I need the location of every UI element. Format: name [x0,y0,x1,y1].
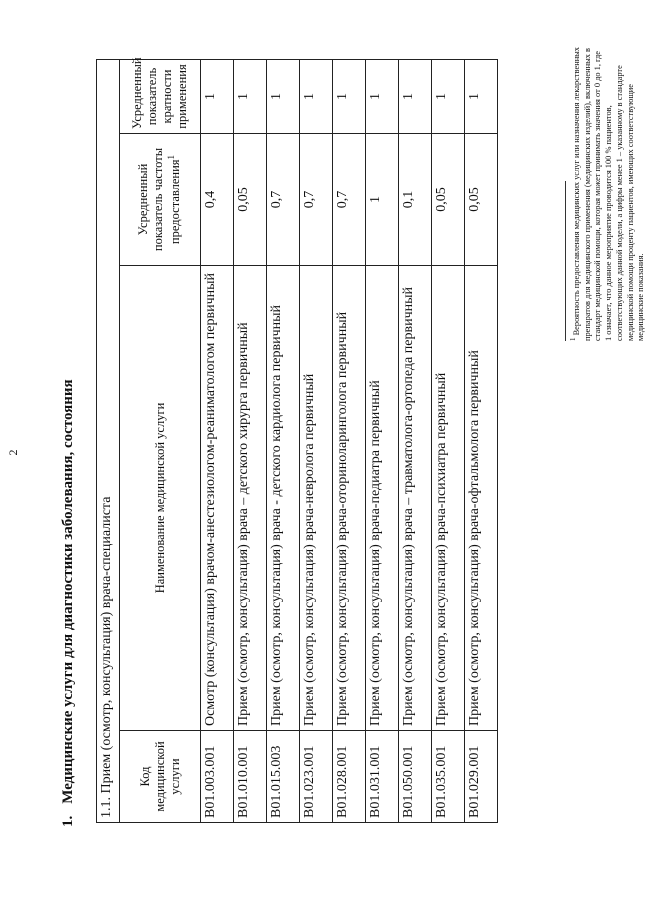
header-frequency-text: Усредненный показатель частоты предоставления [136,147,183,252]
frequency-value: 0,05 [432,134,465,266]
multiplicity-value: 1 [432,59,465,133]
table-row [234,59,267,822]
table-row [267,59,300,822]
table-row [300,59,333,822]
service-code: B01.010.001 [234,731,267,823]
table-row [399,59,432,822]
frequency-value: 0,4 [201,134,234,266]
multiplicity-value: 1 [267,59,300,133]
footnote-mark: 1 [569,337,577,341]
section-heading [60,379,77,827]
service-name: Прием (осмотр, консультация) врача-педиатра первичный [366,266,399,731]
service-name: Прием (осмотр, консультация) врача-офтальмолога первичный [465,266,498,731]
frequency-value: 0,7 [300,134,333,266]
multiplicity-value: 1 [465,59,498,133]
frequency-value: 0,05 [465,134,498,266]
service-code: B01.031.001 [366,731,399,823]
service-code: B01.050.001 [399,731,432,823]
header-code: Код медицинской услуги [120,731,201,823]
header-name: Наименование медицинской услуги [120,266,201,731]
subsection-row [97,59,120,822]
multiplicity-value: 1 [366,59,399,133]
footnote [569,46,647,341]
service-name: Осмотр (консультация) врачом-анестезиологом-реаниматологом первичный [201,266,234,731]
service-name: Прием (осмотр, консультация) врача - детского кардиолога первичный [267,266,300,731]
multiplicity-value: 1 [333,59,366,133]
service-name: Прием (осмотр, консультация) врача – детского хирурга первичный [234,266,267,731]
table-row [432,59,465,822]
footnote-text: Вероятность предоставления медицинских услуг или назначения лекарственных препаратов для медицинского применения (медицинских изделий), включенных в стандарт медицинской помощи, которая может принимать значения от 0 до 1, где 1 означает, что данное мероприятие проводится 100 % пациентов, соответствующих данной модели, а цифры менее 1 – указанному в стандарте медицинской помощи проценту пациентов, имеющих соответствующие медицинские показания. [571,47,646,341]
service-code: B01.015.003 [267,731,300,823]
frequency-value: 0,05 [234,134,267,266]
footnote-divider [565,181,566,341]
section-title: Медицинские услуги для диагностики заболевания, состояния [60,379,76,804]
table-row [465,59,498,822]
multiplicity-value: 1 [201,59,234,133]
multiplicity-value: 1 [234,59,267,133]
service-name: Прием (осмотр, консультация) врача-невролога первичный [300,266,333,731]
section-number: 1. [60,815,76,827]
services-table [96,59,498,823]
table-row [201,59,234,822]
service-code: B01.023.001 [300,731,333,823]
service-name: Прием (осмотр, консультация) врача – травматолога-ортопеда первичный [399,266,432,731]
service-name: Прием (осмотр, консультация) врача-психиатра первичный [432,266,465,731]
table-row [333,59,366,822]
service-code: B01.035.001 [432,731,465,823]
page-number: 2 [6,449,20,456]
subsection-title: 1.1. Прием (осмотр, консультация) врача-специалиста [97,59,120,822]
service-code: B01.029.001 [465,731,498,823]
service-code: B01.028.001 [333,731,366,823]
header-multiplicity: Усредненный показатель кратности применения [120,59,201,133]
frequency-value: 0,1 [399,134,432,266]
multiplicity-value: 1 [399,59,432,133]
service-code: B01.003.001 [201,731,234,823]
footnote-ref: 1 [166,154,177,160]
frequency-value: 1 [366,134,399,266]
service-name: Прием (осмотр, консультация) врача-оториноларинголога первичный [333,266,366,731]
header-row [120,59,201,822]
table-row [366,59,399,822]
header-frequency [120,134,201,266]
multiplicity-value: 1 [300,59,333,133]
frequency-value: 0,7 [333,134,366,266]
frequency-value: 0,7 [267,134,300,266]
